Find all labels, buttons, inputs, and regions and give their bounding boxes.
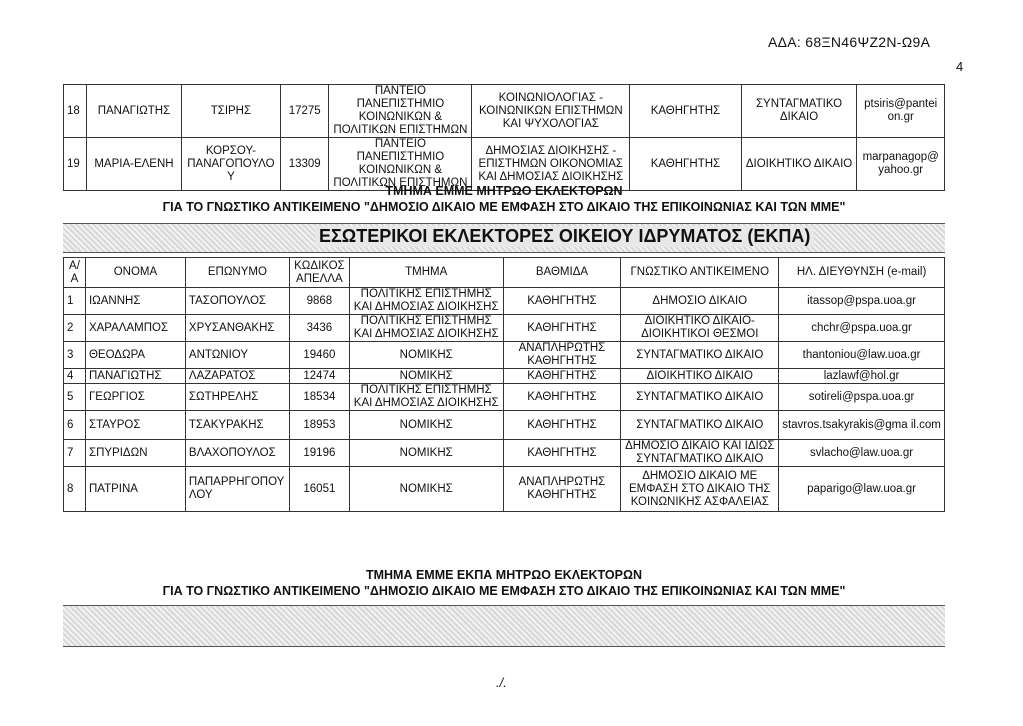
last-name: ΒΛΑΧΟΠΟΥΛΟΣ — [185, 440, 289, 467]
page-number: 4 — [956, 59, 964, 74]
department: ΝΟΜΙΚΗΣ — [349, 467, 503, 512]
last-name: ΤΑΣΟΠΟΥΛΟΣ — [185, 288, 289, 315]
row-number: 3 — [64, 342, 86, 369]
university: ΠΑΝΤΕΙΟ ΠΑΝΕΠΙΣΤΗΜΙΟ ΚΟΙΝΩΝΙΚΩΝ & ΠΟΛΙΤΙΚΩΝ ΕΠΙΣΤΗΜΩΝ — [329, 138, 472, 191]
col-field: ΓΝΩΣΤΙΚΟ ΑΝΤΙΚΕΙΜΕΝΟ — [621, 258, 779, 288]
rank: ΑΝΑΠΛΗΡΩΤΗΣ ΚΑΘΗΓΗΤΗΣ — [503, 467, 621, 512]
field: ΔΙΟΙΚΗΤΙΚΟ ΔΙΚΑΙΟ-ΔΙΟΙΚΗΤΙΚΟΙ ΘΕΣΜΟΙ — [621, 315, 779, 342]
email: ptsiris@pantei on.gr — [857, 85, 945, 138]
first-name: ΘΕΟΔΩΡΑ — [85, 342, 185, 369]
department: ΝΟΜΙΚΗΣ — [349, 342, 503, 369]
email: lazlawf@hol.gr — [779, 369, 945, 384]
banner-title: ΕΣΩΤΕΡΙΚΟΙ ΕΚΛΕΚΤΟΡΕΣ ΟΙΚΕΙΟΥ ΙΔΡΥΜΑΤΟΣ (ΕΚΠΑ) — [315, 226, 814, 247]
rank: ΚΑΘΗΓΗΤΗΣ — [503, 411, 621, 440]
col-department: ΤΜΗΜΑ — [349, 258, 503, 288]
apella-code: 9868 — [289, 288, 349, 315]
section2-title-line1: ΤΜΗΜΑ ΕΜΜΕ ΕΚΠΑ ΜΗΤΡΩΟ ΕΚΛΕΚΤΟΡΩΝ — [365, 568, 643, 582]
row-number: 6 — [64, 411, 86, 440]
field: ΔΗΜΟΣΙΟ ΔΙΚΑΙΟ — [621, 288, 779, 315]
first-name: ΠΑΤΡΙΝΑ — [85, 467, 185, 512]
table-row — [64, 315, 945, 342]
table-row — [64, 384, 945, 411]
apella-code: 19196 — [289, 440, 349, 467]
email: svlacho@law.uoa.gr — [779, 440, 945, 467]
internal-electors-banner — [63, 223, 945, 253]
row-number: 18 — [64, 85, 87, 138]
department: ΚΟΙΝΩΝΙΟΛΟΓΙΑΣ - ΚΟΙΝΩΝΙΚΩΝ ΕΠΙΣΤΗΜΩΝ ΚΑΙ ΨΥΧΟΛΟΓΙΑΣ — [472, 85, 630, 138]
field: ΣΥΝΤΑΓΜΑΤΙΚΟ ΔΙΚΑΙΟ — [621, 411, 779, 440]
department: ΝΟΜΙΚΗΣ — [349, 440, 503, 467]
section1-title-line1: ΤΜΗΜΑ ΕΜΜΕ ΜΗΤΡΩΟ ΕΚΛΕΚΤΟΡΩΝ — [385, 184, 623, 198]
table-header-row — [64, 258, 945, 288]
row-number: 2 — [64, 315, 86, 342]
field: ΔΗΜΟΣΙΟ ΔΙΚΑΙΟ ΜΕ ΕΜΦΑΣΗ ΣΤΟ ΔΙΚΑΙΟ ΤΗΣ ΚΟΙΝΩΝΙΚΗΣ ΑΣΦΑΛΕΙΑΣ — [621, 467, 779, 512]
previous-electors-table — [63, 84, 945, 191]
rank: ΚΑΘΗΓΗΤΗΣ — [503, 315, 621, 342]
rank: ΚΑΘΗΓΗΤΗΣ — [503, 288, 621, 315]
first-name: ΣΤΑΥΡΟΣ — [85, 411, 185, 440]
section2-title-line2: ΓΙΑ ΤΟ ΓΝΩΣΤΙΚΟ ΑΝΤΙΚΕΙΜΕΝΟ "ΔΗΜΟΣΙΟ ΔΙΚΑΙΟ ΜΕ ΕΜΦΑΣΗ ΣΤΟ ΔΙΚΑΙΟ ΤΗΣ ΕΠΙΚΟΙΝΩΝΙΑΣ ΚΑΙ ΤΩΝ ΜΜΕ" — [162, 584, 846, 598]
university: ΠΑΝΤΕΙΟ ΠΑΝΕΠΙΣΤΗΜΙΟ ΚΟΙΝΩΝΙΚΩΝ & ΠΟΛΙΤΙΚΩΝ ΕΠΙΣΤΗΜΩΝ — [329, 85, 472, 138]
last-name: ΤΣΑΚΥΡΑΚΗΣ — [185, 411, 289, 440]
last-name: ΠΑΠΑΡΡΗΓΟΠΟΥ ΛΟΥ — [185, 467, 289, 512]
email: sotireli@pspa.uoa.gr — [779, 384, 945, 411]
first-name: ΧΑΡΑΛΑΜΠΟΣ — [85, 315, 185, 342]
rank: ΚΑΘΗΓΗΤΗΣ — [630, 85, 741, 138]
email: itassop@pspa.uoa.gr — [779, 288, 945, 315]
col-apella-code: ΚΩΔΙΚΟΣ ΑΠΕΛΛΑ — [289, 258, 349, 288]
section1-title-line2: ΓΙΑ ΤΟ ΓΝΩΣΤΙΚΟ ΑΝΤΙΚΕΙΜΕΝΟ "ΔΗΜΟΣΙΟ ΔΙΚΑΙΟ ΜΕ ΕΜΦΑΣΗ ΣΤΟ ΔΙΚΑΙΟ ΤΗΣ ΕΠΙΚΟΙΝΩΝΙΑΣ ΚΑΙ ΤΩΝ ΜΜΕ" — [162, 200, 846, 214]
page-footer: ./. — [496, 675, 507, 690]
last-name: ΧΡΥΣΑΝΘΑΚΗΣ — [185, 315, 289, 342]
department: ΔΗΜΟΣΙΑΣ ΔΙΟΙΚΗΣΗΣ - ΕΠΙΣΤΗΜΩΝ ΟΙΚΟΝΟΜΙΑΣ ΚΑΙ ΔΗΜΟΣΙΑΣ ΔΙΟΙΚΗΣΗΣ — [472, 138, 630, 191]
apella-code: 19460 — [289, 342, 349, 369]
last-name: ΤΣΙΡΗΣ — [181, 85, 280, 138]
field: ΣΥΝΤΑΓΜΑΤΙΚΟ ΔΙΚΑΙΟ — [621, 342, 779, 369]
email: paparigo@law.uoa.gr — [779, 467, 945, 512]
email: stavros.tsakyrakis@gma il.com — [779, 411, 945, 440]
apella-code: 18534 — [289, 384, 349, 411]
field: ΣΥΝΤΑΓΜΑΤΙΚΟ ΔΙΚΑΙΟ — [621, 384, 779, 411]
rank: ΚΑΘΗΓΗΤΗΣ — [503, 384, 621, 411]
table-row — [64, 288, 945, 315]
row-number: 1 — [64, 288, 86, 315]
last-name: ΛΑΖΑΡΑΤΟΣ — [185, 369, 289, 384]
table-row — [64, 440, 945, 467]
department: ΠΟΛΙΤΙΚΗΣ ΕΠΙΣΤΗΜΗΣ ΚΑΙ ΔΗΜΟΣΙΑΣ ΔΙΟΙΚΗΣΗΣ — [349, 384, 503, 411]
apella-code: 3436 — [289, 315, 349, 342]
col-last-name: ΕΠΩΝΥΜΟ — [185, 258, 289, 288]
department: ΠΟΛΙΤΙΚΗΣ ΕΠΙΣΤΗΜΗΣ ΚΑΙ ΔΗΜΟΣΙΑΣ ΔΙΟΙΚΗΣΗΣ — [349, 315, 503, 342]
last-name: ΚΟΡΣΟΥ-ΠΑΝΑΓΟΠΟΥΛΟ Υ — [181, 138, 280, 191]
table-row — [64, 369, 945, 384]
apella-code: 17275 — [281, 85, 329, 138]
field: ΔΗΜΟΣΙΟ ΔΙΚΑΙΟ ΚΑΙ ΙΔΙΩΣ ΣΥΝΤΑΓΜΑΤΙΚΟ ΔΙΚΑΙΟ — [621, 440, 779, 467]
first-name: ΠΑΝΑΓΙΩΤΗΣ — [87, 85, 182, 138]
col-email: ΗΛ. ΔΙΕΥΘΥΝΣΗ (e-mail) — [779, 258, 945, 288]
last-name: ΣΩΤΗΡΕΛΗΣ — [185, 384, 289, 411]
table-row — [64, 411, 945, 440]
row-number: 8 — [64, 467, 86, 512]
first-name: ΓΕΩΡΓΙΟΣ — [85, 384, 185, 411]
ada-code: ΑΔΑ: 68ΞΝ46ΨΖ2Ν-Ω9Α — [768, 34, 931, 50]
last-name: ΑΝΤΩΝΙΟΥ — [185, 342, 289, 369]
email: chchr@pspa.uoa.gr — [779, 315, 945, 342]
department: ΠΟΛΙΤΙΚΗΣ ΕΠΙΣΤΗΜΗΣ ΚΑΙ ΔΗΜΟΣΙΑΣ ΔΙΟΙΚΗΣΗΣ — [349, 288, 503, 315]
section2-banner — [63, 605, 945, 647]
section1-title — [63, 183, 945, 215]
row-number: 7 — [64, 440, 86, 467]
col-first-name: ΟΝΟΜΑ — [85, 258, 185, 288]
rank: ΚΑΘΗΓΗΤΗΣ — [503, 369, 621, 384]
department: ΝΟΜΙΚΗΣ — [349, 411, 503, 440]
first-name: ΜΑΡΙΑ-ΕΛΕΝΗ — [87, 138, 182, 191]
email: marpanagop@ yahoo.gr — [857, 138, 945, 191]
field: ΔΙΟΙΚΗΤΙΚΟ ΔΙΚΑΙΟ — [741, 138, 857, 191]
table-row — [64, 342, 945, 369]
row-number: 5 — [64, 384, 86, 411]
rank: ΑΝΑΠΛΗΡΩΤΗΣ ΚΑΘΗΓΗΤΗΣ — [503, 342, 621, 369]
row-number: 4 — [64, 369, 86, 384]
first-name: ΙΩΑΝΝΗΣ — [85, 288, 185, 315]
field: ΔΙΟΙΚΗΤΙΚΟ ΔΙΚΑΙΟ — [621, 369, 779, 384]
apella-code: 16051 — [289, 467, 349, 512]
col-num: Α/Α — [64, 258, 86, 288]
first-name: ΣΠΥΡΙΔΩΝ — [85, 440, 185, 467]
apella-code: 13309 — [281, 138, 329, 191]
rank: ΚΑΘΗΓΗΤΗΣ — [630, 138, 741, 191]
table-row — [64, 467, 945, 512]
first-name: ΠΑΝΑΓΙΩΤΗΣ — [85, 369, 185, 384]
col-rank: ΒΑΘΜΙΔΑ — [503, 258, 621, 288]
row-number: 19 — [64, 138, 87, 191]
apella-code: 12474 — [289, 369, 349, 384]
apella-code: 18953 — [289, 411, 349, 440]
rank: ΚΑΘΗΓΗΤΗΣ — [503, 440, 621, 467]
table-row — [64, 85, 945, 138]
email: thantoniou@law.uoa.gr — [779, 342, 945, 369]
department: ΝΟΜΙΚΗΣ — [349, 369, 503, 384]
section2-title — [63, 567, 945, 599]
electors-table — [63, 257, 945, 512]
field: ΣΥΝΤΑΓΜΑΤΙΚΟ ΔΙΚΑΙΟ — [741, 85, 857, 138]
